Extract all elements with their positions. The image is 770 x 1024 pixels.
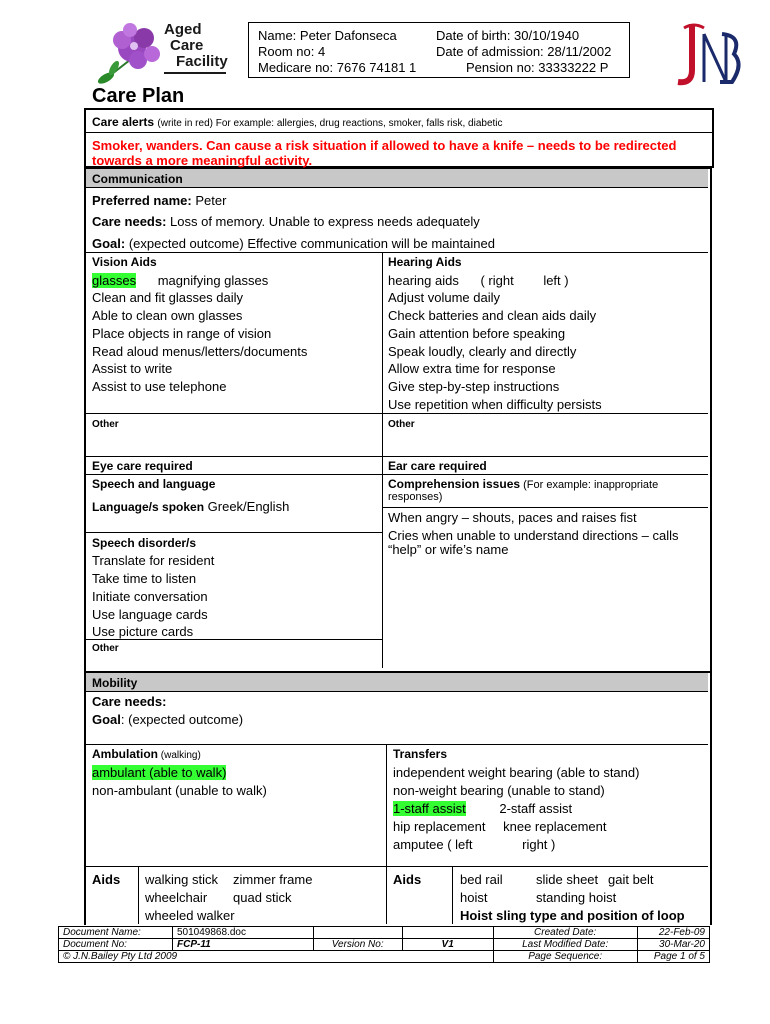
mobility-goal-value: : (expected outcome) [120, 712, 244, 727]
option-gait-belt: gait belt [608, 872, 654, 887]
aids-left-label: Aids [92, 872, 121, 887]
mobility-goal-row [92, 712, 243, 728]
vision-other-label: Other [92, 419, 119, 430]
option-slide-sheet: slide sheet [536, 872, 599, 887]
hearing-item-5: Allow extra time for response [388, 361, 556, 376]
care-alerts-hint: (write in red) For example: allergies, drug reactions, smoker, falls risk, diabetic [157, 118, 503, 129]
transfer-non-weight: non-weight bearing (unable to stand) [393, 783, 605, 798]
page-title: Care Plan [92, 85, 185, 107]
facility-logo [92, 20, 232, 90]
comprehension-item-2: Cries when unable to understand directions – calls [388, 528, 679, 543]
care-needs-row [92, 214, 480, 230]
jnb-brand-logo [664, 20, 746, 90]
vision-glasses-row [92, 273, 268, 289]
footer-sequence-label: Page Sequence: [493, 951, 637, 963]
divider-vision-hearing [382, 252, 383, 668]
footer-doc-no: FCP-11 [173, 939, 314, 951]
preferred-name-row [92, 193, 226, 209]
flower-icon [92, 20, 172, 90]
care-alerts-label: Care alerts [92, 115, 155, 129]
vision-item-6: Assist to use telephone [92, 379, 227, 394]
divider-comprehension-bottom [382, 507, 708, 508]
speech-item-4: Use language cards [92, 607, 208, 622]
logo-text-care: Care [170, 37, 204, 54]
divider-aids-left-label [138, 866, 139, 924]
footer-sequence: Page 1 of 5 [637, 951, 709, 963]
divider-aids-right-label [452, 866, 453, 924]
transfer-independent: independent weight bearing (able to stand) [393, 765, 640, 780]
option-quad-stick: quad stick [233, 890, 292, 905]
option-1-staff-assist: 1-staff assist [393, 801, 466, 816]
date-of-admission: Date of admission: 28/11/2002 [436, 44, 612, 59]
option-ambulant: ambulant (able to walk) [92, 765, 227, 780]
medicare-number: Medicare no: 7676 74181 1 [258, 60, 417, 75]
pension-number: Pension no: 33333222 P [466, 60, 609, 75]
option-magnifying-glasses: magnifying glasses [157, 273, 269, 288]
divider-speech-top [86, 474, 708, 475]
ambulation-heading: Ambulation [92, 747, 158, 761]
option-hearing-left: left ) [543, 273, 569, 288]
option-glasses: glasses [92, 273, 137, 288]
divider-vision-top [86, 252, 708, 253]
languages-label: Language/s spoken [92, 500, 205, 514]
option-amputee-right: right ) [522, 837, 556, 852]
mobility-heading: Mobility [92, 676, 138, 690]
care-needs-value: Loss of memory. Unable to express needs adequately [166, 214, 480, 229]
comprehension-hint: (For example: inappropriate [520, 479, 659, 491]
option-wheeled-walker: wheeled walker [145, 908, 235, 923]
goal-value: (expected outcome) Effective communication will be maintained [125, 236, 495, 251]
speech-item-1: Translate for resident [92, 553, 215, 568]
patient-info-box [248, 22, 630, 78]
vision-item-2: Able to clean own glasses [92, 308, 243, 323]
hearing-item-7: Use repetition when difficulty persists [388, 397, 602, 412]
footer-doc-name: 501049868.doc [173, 927, 314, 939]
hearing-item-6: Give step-by-step instructions [388, 379, 560, 394]
footer-version-label: Version No: [313, 939, 402, 951]
mobility-care-needs-label: Care needs: [92, 694, 167, 709]
ambulant-row [92, 765, 226, 781]
logo-text-facility: Facility [176, 53, 228, 70]
footer-created-label: Created Date: [493, 927, 637, 939]
vision-item-1: Clean and fit glasses daily [92, 290, 244, 305]
option-amputee-left: amputee ( left [393, 837, 473, 852]
hearing-item-1: Adjust volume daily [388, 290, 500, 305]
divider-eye-top [86, 456, 708, 457]
option-non-ambulant: non-ambulant (unable to walk) [92, 783, 267, 798]
vision-aids-heading: Vision Aids [92, 255, 157, 269]
vision-item-4: Read aloud menus/letters/documents [92, 344, 308, 359]
hearing-item-2: Check batteries and clean aids daily [388, 308, 597, 323]
transfer-amputee-row [393, 837, 555, 853]
ear-care-label: Ear care required [388, 459, 487, 473]
care-alerts-box [84, 108, 714, 168]
logo-underline [164, 72, 226, 74]
footer-modified: 30-Mar-20 [637, 939, 709, 951]
footer-created: 22-Feb-09 [637, 927, 709, 939]
preferred-name-label: Preferred name: [92, 193, 192, 208]
hearing-aids-heading: Hearing Aids [388, 255, 462, 269]
goal-label: Goal: [92, 236, 126, 251]
hearing-item-3: Gain attention before speaking [388, 326, 566, 341]
footer-doc-no-label: Document No: [59, 939, 173, 951]
room-number: Room no: 4 [258, 44, 326, 59]
speech-other-label: Other [92, 643, 119, 654]
divider-aids-top [86, 866, 708, 867]
patient-name: Name: Peter Dafonseca [258, 28, 397, 43]
date-of-birth: Date of birth: 30/10/1940 [436, 28, 580, 43]
comprehension-item-1: When angry – shouts, paces and raises fist [388, 510, 637, 525]
comprehension-heading: Comprehension issues [388, 477, 521, 491]
care-needs-label: Care needs: [92, 214, 167, 229]
divider-lang-bottom [86, 532, 382, 533]
speech-language-heading: Speech and language [92, 477, 216, 491]
footer-version: V1 [402, 939, 493, 951]
speech-item-3: Initiate conversation [92, 589, 208, 604]
document-footer [58, 926, 710, 963]
option-hearing-aids: hearing aids [388, 273, 459, 288]
footer-spacer-2 [402, 927, 493, 939]
comprehension-item-3: “help” or wife’s name [388, 542, 509, 557]
footer-modified-label: Last Modified Date: [493, 939, 637, 951]
vision-item-5: Assist to write [92, 361, 173, 376]
option-2-staff-assist: 2-staff assist [499, 801, 573, 816]
communication-heading: Communication [92, 172, 183, 186]
divider-ambulation-top [86, 744, 708, 745]
vision-item-3: Place objects in range of vision [92, 326, 272, 341]
languages-value: Greek/English [204, 499, 290, 514]
care-alert-text-1: Smoker, wanders. Can cause a risk situation if allowed to have a knife – needs to be redirected [92, 138, 677, 153]
option-wheelchair: wheelchair [145, 890, 208, 905]
option-bed-rail: bed rail [460, 872, 503, 887]
option-walking-stick: walking stick [145, 872, 218, 887]
footer-copyright: © J.N.Bailey Pty Ltd 2009 [59, 951, 494, 963]
hearing-other-label: Other [388, 419, 415, 430]
ambulation-hint: (walking) [158, 750, 201, 761]
care-alerts-label-row [92, 115, 503, 131]
speech-item-5: Use picture cards [92, 624, 194, 639]
eye-care-label: Eye care required [92, 459, 193, 473]
divider-other-top [86, 413, 708, 414]
languages-row [92, 499, 289, 515]
mobility-goal-label: Goal [92, 712, 121, 727]
aids-right-label: Aids [393, 872, 422, 887]
transfer-staff-row [393, 801, 572, 817]
option-hip-replacement: hip replacement [393, 819, 486, 834]
care-alert-text-2: towards a more meaningful activity. [92, 153, 313, 168]
footer-doc-name-label: Document Name: [59, 927, 173, 939]
option-knee-replacement: knee replacement [503, 819, 607, 834]
ambulation-row [92, 747, 201, 763]
mobility-header-bar [86, 673, 708, 692]
transfer-replacement-row [393, 819, 606, 835]
option-zimmer-frame: zimmer frame [233, 872, 313, 887]
speech-item-2: Take time to listen [92, 571, 197, 586]
preferred-name-value: Peter [191, 193, 227, 208]
option-hoist: hoist [460, 890, 488, 905]
comprehension-hint-2: responses) [388, 491, 443, 503]
hoist-sling-label: Hoist sling type and position of loop [460, 908, 685, 923]
option-hearing-right: ( right [480, 273, 514, 288]
divider-ambulation-transfers [386, 744, 387, 924]
transfers-heading: Transfers [393, 747, 448, 761]
logo-text-aged: Aged [164, 21, 202, 38]
speech-disorder-heading: Speech disorder/s [92, 536, 197, 550]
goal-row [92, 236, 495, 252]
hearing-item-4: Speak loudly, clearly and directly [388, 344, 577, 359]
care-alerts-divider [86, 132, 712, 133]
footer-spacer-1 [313, 927, 402, 939]
option-standing-hoist: standing hoist [536, 890, 617, 905]
hearing-aids-row [388, 273, 569, 289]
